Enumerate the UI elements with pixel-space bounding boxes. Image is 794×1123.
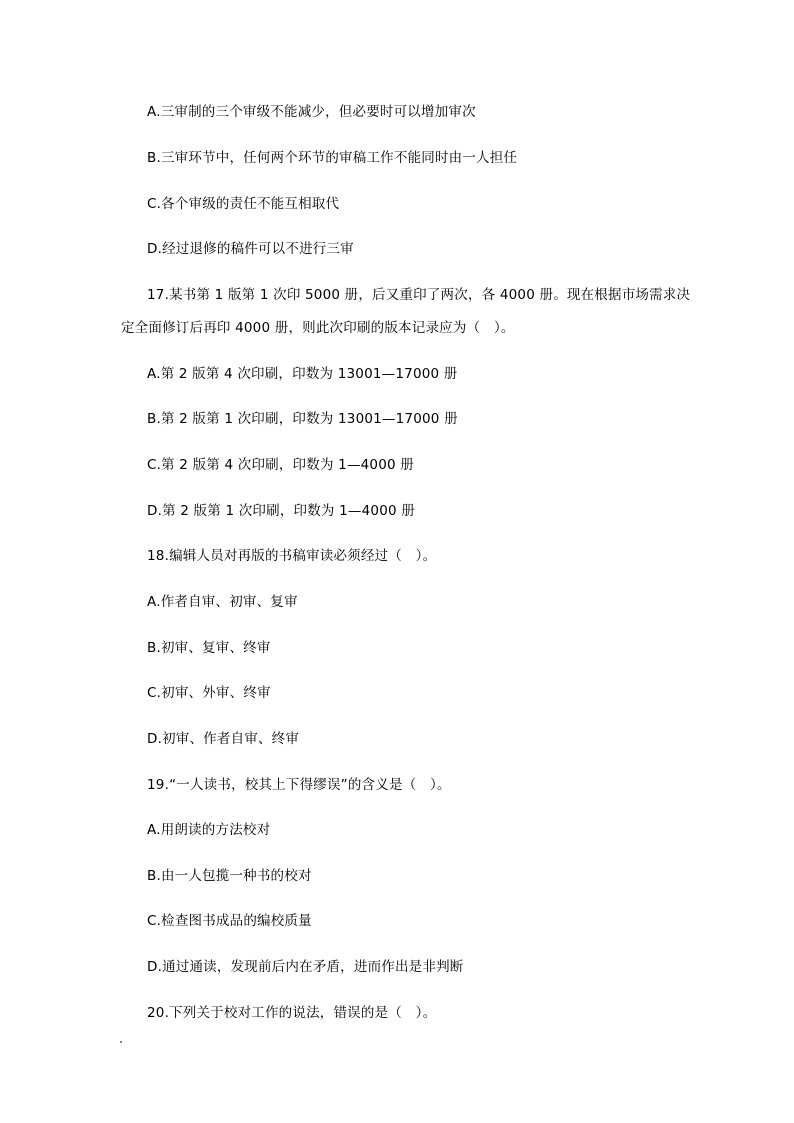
question-17-continued: 定全面修订后再印 4000 册，则此次印刷的版本记录应为（ ）。 (121, 320, 515, 336)
option-a-q19: A.用朗读的方法校对 (147, 822, 271, 838)
option-a-q18: A.作者自审、初审、复审 (147, 594, 298, 610)
option-c-q19: C.检查图书成品的编校质量 (147, 913, 312, 929)
question-18: 18.编辑人员对再版的书稿审读必须经过（ ）。 (147, 548, 437, 564)
option-d-q18: D.初审、作者自审、终审 (147, 731, 300, 747)
page-mark-dot (120, 1041, 122, 1043)
question-17: 17.某书第 1 版第 1 次印 5000 册，后又重印了两次，各 4000 册。现在根据市场需求决 (147, 287, 691, 303)
option-b-q17: B.第 2 版第 1 次印刷，印数为 13001—17000 册 (147, 411, 458, 427)
option-c-q18: C.初审、外审、终审 (147, 685, 271, 701)
option-c-q16: C.各个审级的责任不能互相取代 (147, 196, 340, 212)
option-b-q19: B.由一人包揽一种书的校对 (147, 868, 312, 884)
option-d-q16: D.经过退修的稿件可以不进行三审 (147, 241, 354, 257)
option-a-q16: A.三审制的三个审级不能减少，但必要时可以增加审次 (147, 104, 476, 120)
option-c-q17: C.第 2 版第 4 次印刷，印数为 1—4000 册 (147, 457, 414, 473)
option-d-q17: D.第 2 版第 1 次印刷，印数为 1—4000 册 (147, 503, 415, 519)
question-20: 20.下列关于校对工作的说法，错误的是（ ）。 (147, 1005, 437, 1021)
question-19: 19.“一人读书，校其上下得缪误”的含义是（ ）。 (147, 777, 451, 793)
option-b-q18: B.初审、复审、终审 (147, 640, 271, 656)
option-a-q17: A.第 2 版第 4 次印刷，印数为 13001—17000 册 (147, 366, 458, 382)
option-b-q16: B.三审环节中，任何两个环节的审稿工作不能同时由一人担任 (147, 150, 518, 166)
option-d-q19: D.通过通读，发现前后内在矛盾，进而作出是非判断 (147, 959, 464, 975)
